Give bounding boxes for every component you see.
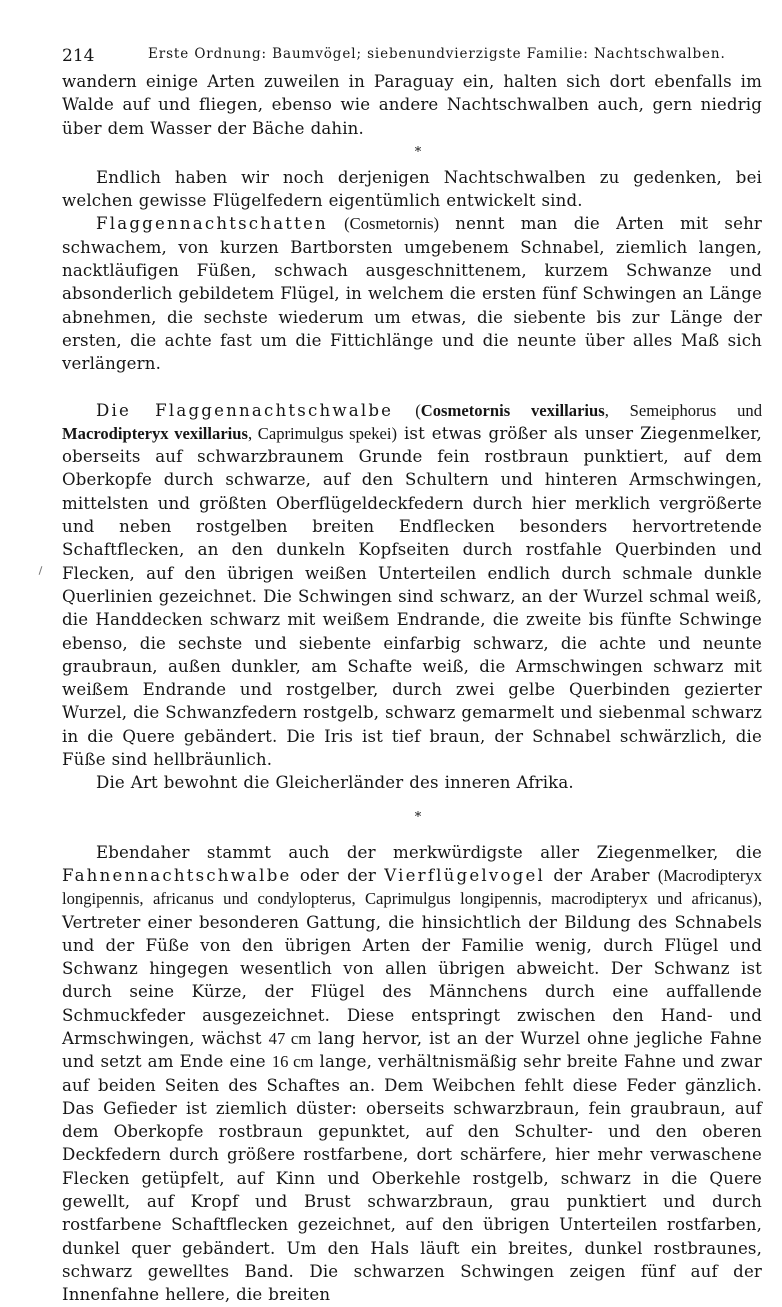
paragraph-species-description bbox=[62, 399, 762, 772]
latin-name: , Caprimulgus spekei) bbox=[247, 423, 398, 443]
section-separator: * bbox=[414, 144, 422, 160]
paragraph-intro bbox=[62, 166, 762, 213]
paragraph-text: wandern einige Arten zuweilen in Paraguay ein, halten sich dort ebenfalls im Walde auf und fliegen, ebenso wie andere Nachtschwalben auch, gern niedrig über dem Wasser der Bäche dahin. bbox=[62, 72, 762, 138]
page-header bbox=[62, 42, 762, 70]
paragraph-text: oder der bbox=[299, 865, 376, 885]
running-head: Erste Ordnung: Baumvögel; siebenundvierzigste Familie: Nachtschwalben. bbox=[148, 46, 726, 62]
measurement: 47 cm bbox=[268, 1028, 312, 1048]
latin-name: , Semeiphorus und bbox=[604, 400, 762, 420]
paragraph-text: Die Art bewohnt die Gleicherländer des inneren Afrika. bbox=[96, 773, 574, 793]
book-page bbox=[62, 42, 762, 1307]
paragraph-genus-cosmetornis bbox=[62, 212, 762, 375]
species-term: Fahnennachtschwalbe bbox=[62, 865, 292, 885]
page-number: 214 bbox=[62, 46, 95, 66]
genus-term: Flaggennachtschatten bbox=[96, 214, 328, 234]
paragraph-text: ist etwas größer als unser Ziegenmelker, oberseits auf schwarzbraunem Grunde fein rostbraun punktiert, auf dem Oberkopfe durch schwarze, auf den Schultern und hinteren Armschwingen, mittelsten und größten Oberflügeldeckfedern durch hier merklich vergrößerte und neben rostgelben breiten Endflecken besonders hervortretende Schaftflecken, an den dunkeln Kopfseiten durch rostfahle Querbinden und Flecken, auf den übrigen weißen Unterteilen endlich durch schmale dunkle Querlinien gezeichnet. Die Schwingen sind schwarz, an der Wurzel schmal weiß, die Handdecken schwarz mit weißem Endrande, die zweite bis fünfte Schwinge ebenso, die sechste und siebente einfarbig schwarz, die achte und neunte graubraun, außen dunkler, am Schafte weiß, die Armschwingen schwarz mit weißem Endrande und rostgelber, durch zwei gelbe Querbinden gezierter Wurzel, die Schwanzfedern rostgelb, schwarz gemarmelt und siebenmal schwarz in die Quere gebändert. Die Iris ist tief braun, der Schnabel schwärzlich, die Füße sind hellbräunlich. bbox=[62, 423, 762, 770]
paragraph-continuation bbox=[62, 70, 762, 140]
latin-name-bold: Cosmetornis vexillarius bbox=[420, 400, 605, 420]
measurement: 16 cm bbox=[271, 1052, 314, 1072]
paragraph-text: lange, verhältnismäßig sehr breite Fahne und zwar auf beiden Seiten des Schaftes an. Dem Weibchen fehlt diese Feder gänzlich. Das Gefieder ist ziemlich düster: oberseits schwarzbraun, fein graubraun, auf dem Oberkopfe rostbraun gepunktet, auf den Schulter- und den oberen Deckfedern durch größere rostfarbene, dort schärfere, hier mehr verwaschene Flecken getüpfelt, auf Kinn und Oberkehle rostgelb, schwarz in die Quere gewellt, auf Kropf und Brust schwarzbraun, grau punktiert und durch rostfarbene Schaftflecken gezeichnet, auf den übrigen Unterteilen rostfarben, dunkel quer gebändert. Um den Hals läuft ein breites, dunkel rostbraunes, schwarz gewelltes Band. Die schwarzen Schwingen zeigen fünf auf der Innenfahne hellere, die breiten bbox=[62, 1052, 762, 1305]
species-term: Vierflügelvogel bbox=[384, 865, 546, 885]
latin-name: (Macrodipteryx longipennis, africanus und condylopterus, Caprimulgus longipennis, macrodipteryx und africanus), bbox=[62, 865, 763, 909]
section-separator: * bbox=[414, 809, 422, 825]
paragraph-distribution bbox=[62, 771, 762, 794]
latin-name-bold: Macrodipteryx vexillarius bbox=[62, 423, 248, 443]
paragraph-text: Endlich haben wir noch derjenigen Nachtschwalben zu gedenken, bei welchen gewisse Flügelfedern eigentümlich entwickelt sind. bbox=[62, 167, 762, 211]
species-term: Die Flaggennachtschwalbe bbox=[96, 400, 394, 420]
paragraph-macrodipteryx bbox=[62, 841, 762, 1307]
paragraph-text: nennt man die Arten mit sehr schwachem, von kurzen Bartborsten umgebenem Schnabel, ziemlich langen, nacktläufigen Füßen, schwach ausgeschnittenem, kurzem Schwanze und absonderlich gebildetem Flügel, in welchem die ersten fünf Schwingen an Länge abnehmen, die sechste wiederum um etwas, die siebente bis zur Länge der ersten, die achte fast um die Fittichlänge und die neunte über alles Maß sich verlängern. bbox=[62, 214, 762, 374]
latin-name: (Cosmetornis) bbox=[344, 214, 440, 234]
body-text bbox=[62, 70, 762, 1307]
paragraph-text: Vertreter einer besonderen Gattung, die hinsichtlich der Bildung des Schnabels und der Füße von den übrigen Arten der Familie wenig, durch Flügel und Schwanz hingegen wesentlich von allen übrigen abweicht. Der Schwanz ist durch seine Kürze, der Flügel des Männchens durch eine auffallende Schmuckfeder ausgezeichnet. Diese entspringt zwischen den Hand- und Armschwingen, wächst bbox=[62, 912, 762, 1048]
paragraph-text: der Araber bbox=[553, 865, 650, 885]
latin-open: ( bbox=[415, 400, 421, 420]
paragraph-text: lang hervor, ist an der Wurzel ohne jegliche Fahne und setzt am Ende eine bbox=[62, 1028, 762, 1072]
paragraph-text: Ebendaher stammt auch der merkwürdigste aller Ziegenmelker, die bbox=[96, 842, 762, 862]
scan-artifact bbox=[39, 566, 43, 575]
